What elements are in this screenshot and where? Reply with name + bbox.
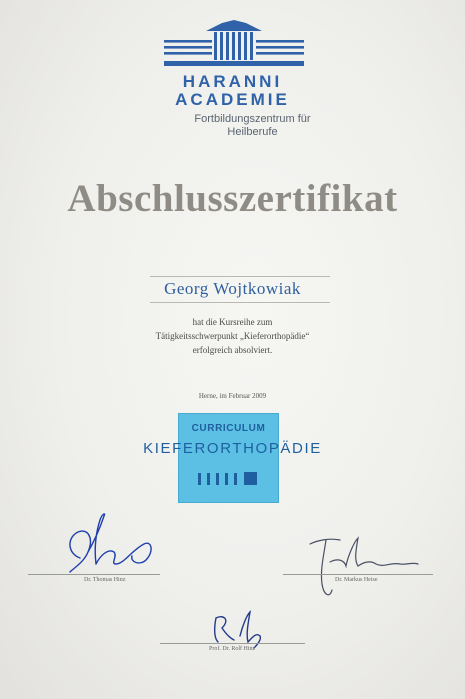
academy-subtitle-line2: Heilberufe — [227, 126, 278, 138]
signature-right — [300, 532, 420, 602]
signature-bottom-name: Prof. Dr. Rolf Hinz — [209, 646, 256, 652]
certificate-title: Abschlusszertifikat — [67, 177, 398, 220]
body-line-1: hat die Kursreihe zum — [192, 317, 273, 327]
body-line-3: erfolgreich absolviert. — [192, 345, 273, 355]
signature-left — [60, 508, 160, 582]
recipient-name: Georg Wojtkowiak — [164, 279, 301, 298]
signature-bottom-line — [160, 643, 305, 644]
academy-subtitle-line1: Fortbildungszentrum für — [194, 113, 311, 125]
curriculum-emblem — [178, 413, 279, 503]
signature-right-line — [283, 574, 433, 575]
recipient-bottom-rule — [150, 302, 330, 303]
academy-name-line1: HARANNI — [182, 72, 283, 91]
signature-right-name: Dr. Markus Heise — [335, 577, 378, 583]
academy-name-line2: ACADEMIE — [175, 90, 290, 109]
emblem-label: CURRICULUM — [191, 423, 266, 434]
institution-building-icon — [164, 20, 304, 70]
body-line-2: Tätigkeitsschwerpunkt „Kieferorthopädie“ — [155, 331, 310, 341]
place-date: Herne, im Februar 2009 — [198, 392, 267, 400]
signature-left-line — [28, 574, 160, 575]
emblem-word: KIEFERORTHOPÄDIE — [143, 440, 322, 457]
recipient-top-rule — [150, 276, 330, 277]
signature-left-name: Dr. Thomas Hinz — [84, 577, 126, 583]
emblem-square-icon — [244, 472, 257, 485]
